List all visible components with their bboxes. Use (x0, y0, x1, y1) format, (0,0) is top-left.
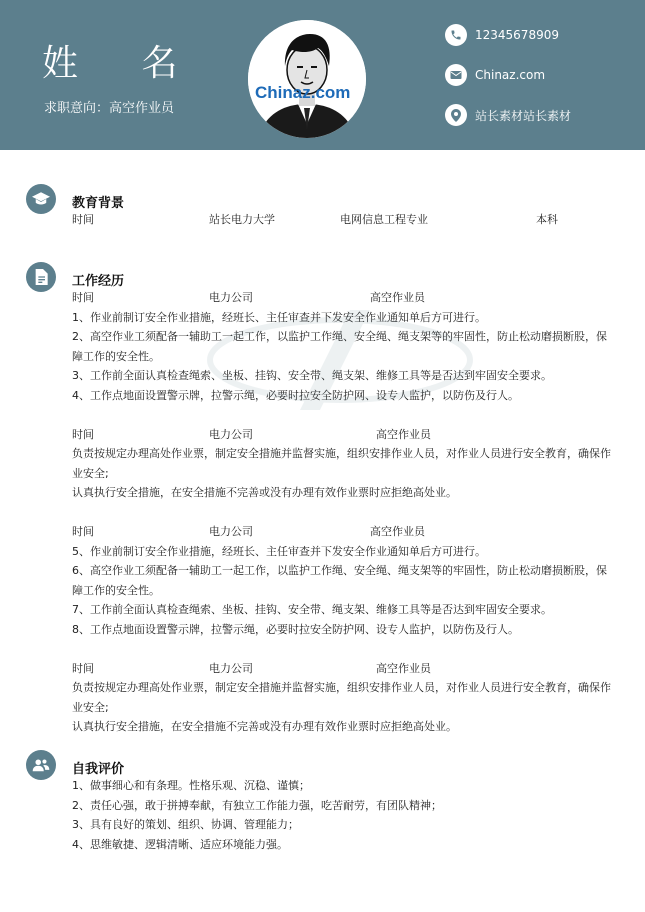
people-icon (26, 750, 56, 780)
phone-icon (445, 24, 467, 46)
work-position: 高空作业员 (376, 427, 431, 441)
work-block-header (72, 425, 612, 445)
resume-header (0, 0, 645, 150)
contact-email-text: Chinaz.com (475, 68, 546, 82)
education-body (72, 210, 612, 230)
contact-phone-text: 12345678909 (475, 28, 559, 42)
work-company: 电力公司 (209, 291, 253, 304)
work-line: 负责按规定办理高处作业票，制定安全措施并监督实施，组织安排作业人员，对作业人员进行安全教育，确保作业安全; (72, 447, 611, 480)
work-company: 电力公司 (209, 661, 253, 675)
work-line: 认真执行安全措施，在安全措施不完善或没有办理有效作业票时应拒绝高处业。 (72, 486, 457, 499)
contact-address-text: 站长素材站长素材 (475, 108, 572, 123)
self-evaluation-title: 自我评价 (72, 762, 125, 777)
work-line: 负责按规定办理高处作业票，制定安全措施并监督实施，组织安排作业人员，对作业人员进行安全教育，确保作业安全; (72, 681, 611, 714)
contact-list (445, 22, 571, 142)
work-position: 高空作业员 (376, 661, 431, 675)
job-intent-label: 求职意向： (44, 101, 110, 116)
work-time: 时间 (72, 525, 94, 538)
work-title: 工作经历 (72, 274, 125, 289)
contact-address (445, 102, 571, 128)
work-company: 电力公司 (209, 427, 253, 441)
job-intent (44, 97, 174, 116)
work-time: 时间 (72, 291, 94, 304)
work-position: 高空作业员 (370, 291, 425, 304)
work-line: 1、作业前制订安全作业措施，经班长、主任审查并下发安全作业通知单后方可进行。 (72, 310, 486, 324)
self-line: 2、责任心强，敢于拼搏奉献，有独立工作能力强，吃苦耐劳，有团队精神； (72, 798, 442, 812)
work-line: 2、高空作业工须配备一辅助工一起工作，以监护工作绳、安全绳、绳支架等的牢固性，防止松动磨损断股，保障工作的安全性。 (72, 330, 607, 363)
education-major: 电网信息工程专业 (340, 213, 428, 226)
education-title: 教育背景 (72, 196, 125, 211)
contact-email (445, 62, 571, 88)
education-degree: 本科 (536, 213, 558, 226)
work-line: 6、高空作业工须配备一辅助工一起工作，以监护工作绳、安全绳、绳支架等的牢固性，防止松动磨损断股，保障工作的安全性。 (72, 564, 607, 597)
avatar (248, 20, 366, 138)
work-line: 3、工作前全面认真检查绳索、坐板、挂钩、安全带、绳支架、维修工具等是否达到牢固安全要求。 (72, 369, 552, 382)
work-time: 时间 (72, 661, 94, 675)
work-line: 7、工作前全面认真检查绳索、坐板、挂钩、安全带、绳支架、维修工具等是否达到牢固安全要求。 (72, 603, 552, 616)
self-line: 4、思维敏捷、逻辑清晰、适应环境能力强。 (72, 837, 288, 851)
work-time: 时间 (72, 427, 94, 441)
job-intent-value: 高空作业员 (109, 101, 175, 116)
mail-icon (445, 64, 467, 86)
self-line: 3、具有良好的策划、组织、协调、管理能力； (72, 818, 299, 831)
document-icon (26, 262, 56, 292)
work-line: 4、工作点地面设置警示牌，拉警示绳，必要时拉安全防护网、设专人监护，以防伤及行人。 (72, 388, 519, 402)
work-block-header (72, 522, 612, 542)
self-line: 1、做事细心和有条理。性格乐观、沉稳、谨慎； (72, 779, 310, 792)
education-row (72, 210, 612, 230)
candidate-name: 姓 名 (42, 43, 204, 84)
graduation-cap-icon (26, 184, 56, 214)
work-position: 高空作业员 (370, 525, 425, 538)
education-time: 时间 (72, 213, 94, 226)
work-line: 5、作业前制订安全作业措施，经班长、主任审查并下发安全作业通知单后方可进行。 (72, 544, 486, 558)
avatar-portrait-icon (248, 20, 366, 138)
work-block-header (72, 659, 612, 679)
work-block-header (72, 288, 612, 308)
work-company: 电力公司 (209, 525, 253, 538)
contact-phone (445, 22, 571, 48)
work-line: 8、工作点地面设置警示牌，拉警示绳，必要时拉安全防护网、设专人监护，以防伤及行人。 (72, 622, 519, 636)
location-pin-icon (445, 104, 467, 126)
work-line: 认真执行安全措施，在安全措施不完善或没有办理有效作业票时应拒绝高处业。 (72, 720, 457, 733)
self-evaluation-body (72, 776, 612, 854)
avatar-logo-text: Chinaz.com (255, 83, 351, 102)
education-school: 站长电力大学 (209, 213, 275, 226)
work-body (72, 288, 612, 737)
